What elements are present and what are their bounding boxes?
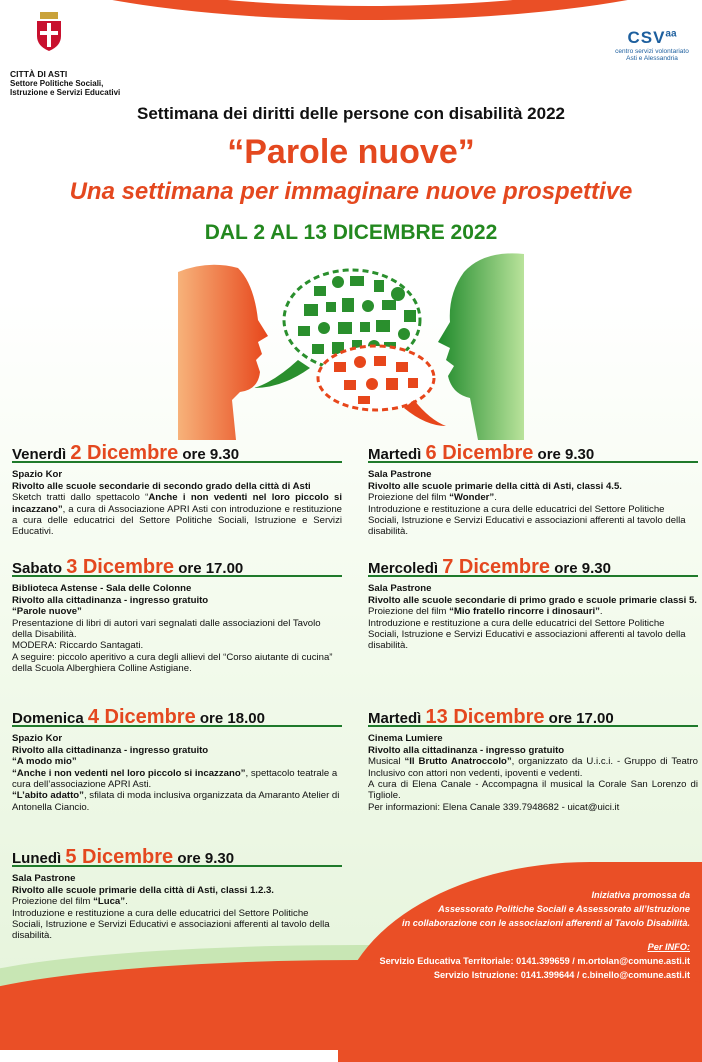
event-dates: DAL 2 AL 13 DICEMBRE 2022 (204, 221, 498, 244)
csv-superscript: aa (665, 28, 677, 40)
description: Introduzione e restituzione a cura delle educatrici del Settore Politiche Sociali, Istruzione e Servizi Educativi e associazioni afferenti al tavolo della disabilità. (368, 617, 686, 652)
csv-sub-2: Asti e Alessandria (626, 55, 678, 62)
event-mercoledi (368, 556, 698, 652)
date: 5 Dicembre (65, 846, 174, 868)
promoter-line-2: Assessorato Politiche Sociali e Assessorato all’Istruzione (438, 904, 690, 914)
audience: Rivolto alla cittadinanza - ingresso gratuito (368, 744, 565, 756)
show-2 (12, 768, 342, 791)
event-domenica-heading (12, 706, 342, 728)
audience: Rivolto alle scuole primarie della città di Asti, classi 1.2.3. (12, 884, 274, 896)
week-heading: Settimana dei diritti delle persone con disabilità 2022 (137, 104, 565, 123)
audience: Rivolto alle scuole secondarie di primo grado e scuole primarie classi 5. (368, 594, 697, 606)
film-prefix: Proiezione del film (368, 492, 450, 504)
promoter-block (372, 888, 690, 982)
venue: Spazio Kor (12, 733, 63, 745)
time: ore 9.30 (537, 446, 595, 463)
film-suffix: . (494, 492, 497, 504)
film-title: “Mio fratello rincorre i dinosauri” (449, 606, 600, 618)
date: 13 Dicembre (425, 706, 545, 728)
venue: Cinema Lumiere (368, 733, 443, 745)
event-lunedi (12, 846, 342, 942)
moderator: MODERA: Riccardo Santagati. (12, 640, 144, 652)
time: ore 18.00 (199, 710, 265, 727)
venue: Spazio Kor (12, 469, 63, 481)
time: ore 9.30 (554, 560, 611, 577)
promoter-line-3: in collaborazione con le associazioni afferenti al Tavolo Disabilità. (402, 918, 690, 928)
film-suffix: . (125, 896, 128, 908)
event-martedi-13-heading (368, 706, 698, 728)
musical-title: “Il Brutto Anatroccolo” (404, 756, 512, 768)
day-name: Lunedì (12, 850, 62, 867)
show-1: “A modo mio” (12, 756, 77, 768)
time: ore 9.30 (177, 850, 235, 867)
day-name: Martedì (368, 446, 422, 463)
csv-sub-1: centro servizi volontariato (615, 48, 689, 55)
contact-info: Per informazioni: Elena Canale 339.7948682 - uicat@uici.it (368, 801, 620, 813)
film-prefix: Proiezione del film (368, 606, 450, 618)
film-prefix: Proiezione del film (12, 896, 94, 908)
show-title: Anche i non vedenti nel loro piccolo si incazzano” (12, 492, 342, 515)
venue: Sala Pastrone (368, 583, 432, 595)
description: Introduzione e restituzione a cura delle educatrici del Settore Politiche Sociali, Istruzione e Servizi Educativi e associazioni afferenti al tavolo della disabilità. (368, 503, 686, 538)
city-name (10, 70, 130, 97)
city-line-3: Istruzione e Servizi Educativi (10, 88, 121, 97)
event-martedi-6-heading (368, 442, 698, 464)
event-lunedi-heading (12, 846, 342, 868)
time: ore 9.30 (182, 446, 240, 463)
film (368, 492, 698, 503)
date: 6 Dicembre (425, 442, 534, 464)
musical-prefix: Musical (368, 756, 405, 768)
venue: Sala Pastrone (12, 873, 76, 885)
event-martedi-6 (368, 442, 698, 538)
csv-logo (612, 28, 692, 62)
musical-desc: , organizzato da U.i.c.i. - Gruppo di Teatro Inclusivo con attori non vedenti, ipoventi e vedenti. (368, 756, 698, 779)
book-title: “Parole nuove” (12, 606, 82, 618)
event-sabato (12, 556, 342, 675)
description: Introduzione e restituzione a cura delle educatrici del Settore Politiche Sociali, Istruzione e Servizi Educativi e associazioni afferenti al tavolo della disabilità. (12, 907, 330, 942)
curator: A cura di Elena Canale - Accompagna il musical la Corale San Lorenzo di Tigliole. (368, 779, 698, 802)
audience: Rivolto alla cittadinanza - ingresso gratuito (12, 744, 209, 756)
film-suffix: . (599, 606, 603, 618)
city-line-2: Settore Politiche Sociali, (10, 79, 104, 88)
audience: Rivolto alle scuole primarie della città di Asti, classi 4.5. (368, 480, 622, 492)
day-name: Mercoledì (368, 560, 439, 577)
description: Presentazione di libri di autori vari segnalati dalle associazioni del Tavolo della Disabilità. (12, 617, 321, 641)
date: 3 Dicembre (66, 556, 175, 578)
show-2-title: “Anche i non vedenti nel loro piccolo si incazzano” (12, 767, 246, 779)
day-name: Sabato (12, 560, 63, 577)
desc-part: Sketch tratti dallo spettacolo “ (12, 492, 149, 504)
show-3-desc: , sfilata di moda inclusiva organizzata da Amaranto Atelier di Antonella Ciancio. (12, 790, 340, 813)
venue: Sala Pastrone (368, 469, 432, 481)
speech-bubble-faces-icon (178, 250, 524, 440)
show-3 (12, 790, 342, 813)
film (368, 606, 698, 617)
event-venerdi-heading (12, 442, 342, 464)
event-subtitle: Una settimana per immaginare nuove prospettive (69, 178, 633, 205)
event-mercoledi-heading (368, 556, 698, 578)
event-domenica (12, 706, 342, 813)
description (12, 492, 342, 538)
contact-educativa: Servizio Educativa Territoriale: 0141.399659 / m.ortolan@comune.asti.it (379, 956, 690, 966)
time: ore 17.00 (178, 560, 244, 577)
film-title: “Luca” (93, 896, 126, 908)
day-name: Martedì (368, 710, 422, 727)
film (12, 896, 342, 907)
audience: Rivolto alla cittadinanza - ingresso gratuito (12, 594, 209, 606)
promoter-line-1: Iniziativa promossa da (591, 890, 690, 900)
audience: Rivolto alle scuole secondarie di secondo grado della città di Asti (12, 480, 311, 492)
show-3-title: “L’abito adatto” (12, 790, 84, 802)
day-name: Domenica (12, 710, 84, 727)
city-line-1: CITTÀ DI ASTI (10, 69, 68, 79)
film-title: “Wonder” (449, 492, 495, 504)
aperitivo: A seguire: piccolo aperitivo a cura degli allievi del “Corso aiutante di cucina” della Scuola Alberghiera Colline Astigiane. (12, 651, 333, 675)
info-label: Per INFO: (647, 942, 690, 952)
musical (368, 756, 698, 779)
csv-mark: CSV (627, 28, 666, 47)
date: 7 Dicembre (442, 556, 551, 578)
show-2-desc: , spettacolo teatrale a cura dell’associazione APRI Asti. (12, 767, 338, 791)
event-venerdi (12, 442, 342, 538)
date: 4 Dicembre (87, 706, 196, 728)
event-sabato-heading (12, 556, 342, 578)
venue: Biblioteca Astense - Sala delle Colonne (12, 583, 192, 595)
time: ore 17.00 (548, 710, 614, 727)
contact-istruzione: Servizio Istruzione: 0141.399644 / c.binello@comune.asti.it (433, 970, 690, 980)
city-crest-icon (34, 12, 64, 52)
event-martedi-13 (368, 706, 698, 813)
desc-part: , a cura di Associazione APRI Asti con introduzione e restituzione a cura delle educatrici del Settore Politiche Sociali, Istruzione e Servizi Educativi. (12, 503, 342, 538)
day-name: Venerdì (12, 446, 67, 463)
date: 2 Dicembre (70, 442, 179, 464)
event-title: “Parole nuove” (227, 133, 475, 171)
